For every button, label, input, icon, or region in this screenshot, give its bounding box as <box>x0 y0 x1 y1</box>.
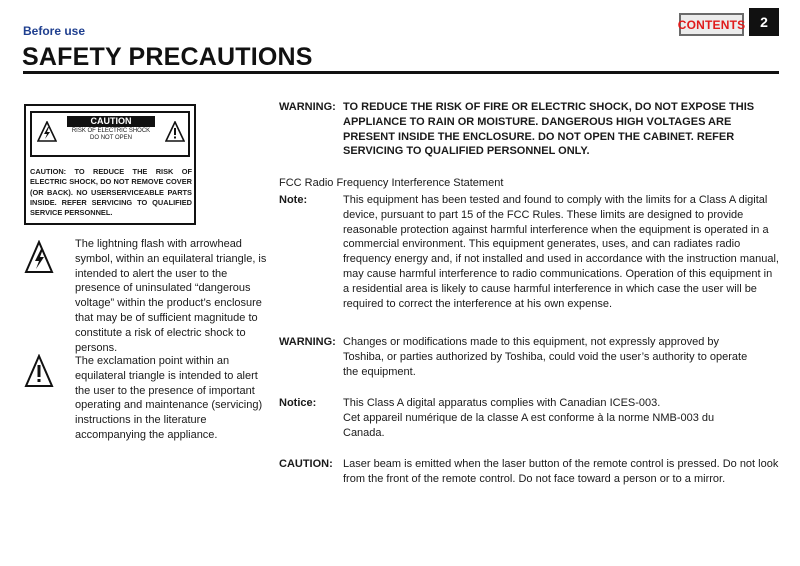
warning-text: TO REDUCE THE RISK OF FIRE OR ELECTRIC SHOCK, DO NOT EXPOSE THIS APPLIANCE TO RAIN OR MOISTURE. DANGEROUS HIGH VOLTAGES ARE PRESENT INSIDE THE ENCLOSURE. DO NOT OPEN THE CABINET. REFER SERVICING TO QUALIFIED PERSONNEL ONLY. <box>343 101 755 158</box>
contents-button-label: CONTENTS <box>677 17 746 32</box>
caution-label-text: CAUTION: TO REDUCE THE RISK OF ELECTRIC SHOCK, DO NOT REMOVE COVER (OR BACK). NO USERSERVICEABLE PARTS INSIDE. REFER SERVICING TO QUALIFIED SERVICE PERSONNEL. <box>30 167 192 218</box>
caution-subtitle-line2: DO NOT OPEN <box>90 135 132 141</box>
exclamation-triangle-icon <box>165 121 185 143</box>
page-number-badge: 2 <box>749 8 779 36</box>
caution-label-box <box>24 104 196 225</box>
contents-button[interactable] <box>679 13 744 36</box>
lightning-symbol-description: The lightning flash with arrowhead symbol, within an equilateral triangle, is intended to alert the user to the presence of uninsulated “dangerous voltage” within the product’s enclosure that may be of sufficient magnitude to constitute a risk of electric shock to persons. <box>75 238 267 354</box>
note-text: This equipment has been tested and found to comply with the limits for a Class A digital device, pursuant to part 15 of the FCC Rules. These limits are designed to provide reasonable protection against harmful interference when the equipment is operated in a commercial environment. This equipment generates, uses, and can radiates radio frequency energy and, if not installed and used in accordance with the instruction manual, may cause harmful interference to radio communications. Operation of this equipment in a residential area is likely to cause harmful interference in which case the user will be required to correct the interference at his own expense. <box>343 194 779 310</box>
exclamation-symbol-description: The exclamation point within an equilateral triangle is intended to alert the user to the presence of important operating and maintenance (servicing) instructions in the literature accompanying the appliance. <box>75 355 263 441</box>
caution-subtitle <box>58 128 164 142</box>
caution-label-header <box>30 111 190 157</box>
warning-label: WARNING: <box>279 101 336 113</box>
lightning-bolt-triangle-icon <box>24 240 54 275</box>
notice-label: Notice: <box>279 397 317 409</box>
lightning-bolt-triangle-icon <box>37 121 57 143</box>
caution-subtitle-line1: RISK OF ELECTRIC SHOCK <box>71 128 151 134</box>
fcc-heading: FCC Radio Frequency Interference Statement <box>279 177 504 189</box>
exclamation-triangle-icon <box>24 354 54 389</box>
notice-line-french: Cet appareil numérique de la classe A est conforme à la norme NMB-003 du Canada. <box>343 411 715 439</box>
note-label: Note: <box>279 194 308 206</box>
notice-text <box>343 396 743 440</box>
notice-line-english: This Class A digital apparatus complies with Canadian ICES-003. <box>343 397 661 409</box>
warning-text: Changes or modifications made to this equipment, not expressly approved by Toshiba, or parties authorized by Toshiba, could void the user’s authority to operate the equipment. <box>343 336 748 378</box>
page-title: SAFETY PRECAUTIONS <box>22 43 313 71</box>
warning-label: WARNING: <box>279 336 336 348</box>
caution-text: Laser beam is emitted when the laser button of the remote control is pressed. Do not look from the front of the remote control. Do not face toward a person or to a mirror. <box>343 458 779 485</box>
caution-label: CAUTION: <box>279 458 333 470</box>
title-divider <box>23 71 779 74</box>
caution-word: CAUTION <box>67 116 155 127</box>
section-label: Before use <box>23 24 86 38</box>
